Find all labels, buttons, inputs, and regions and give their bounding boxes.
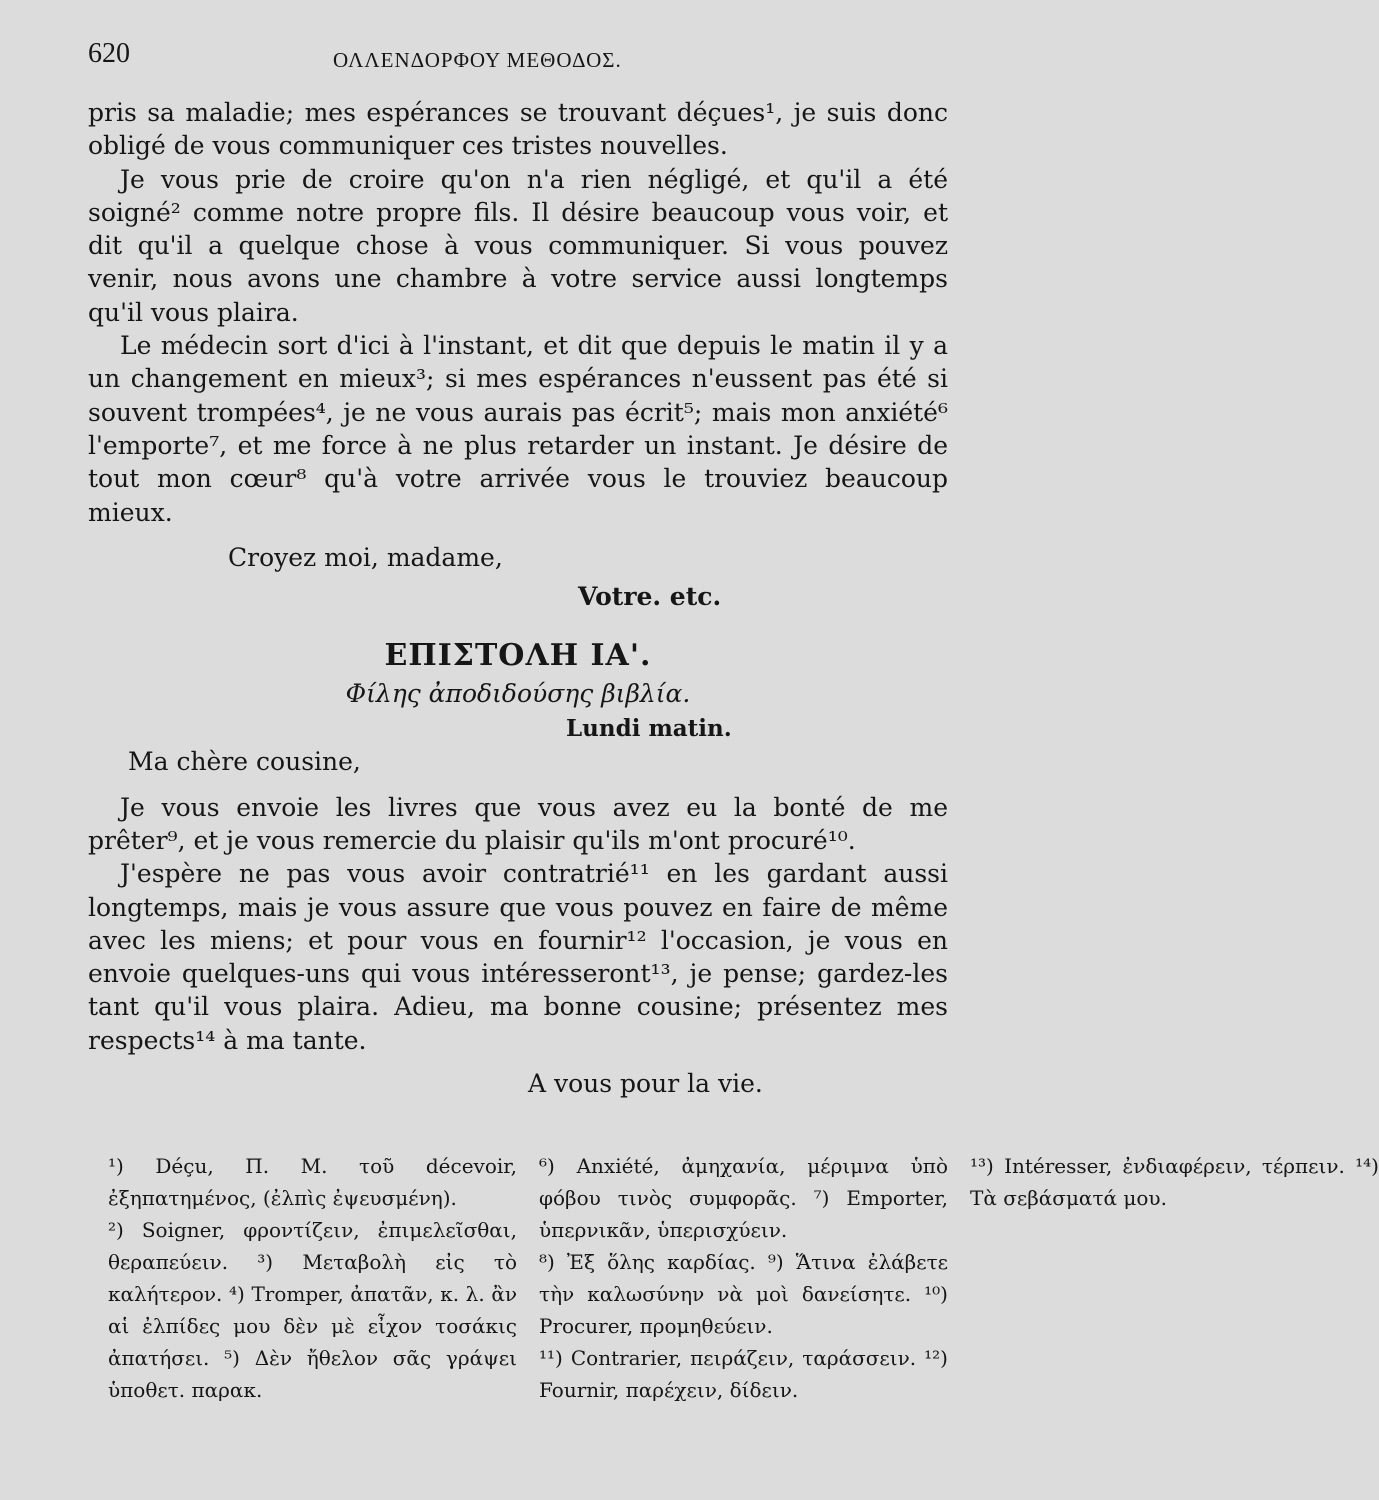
page-header: [88, 38, 948, 82]
running-title: ΟΛΛΕΝΔΟΡΦΟΥ ΜΕΘΟΔΟΣ.: [333, 48, 622, 72]
paragraph: J'espère ne pas vous avoir contratrié¹¹ en les gardant aussi longtemps, mais je vous assure que vous pouvez en faire de même avec les miens; et pour vous en fournir¹² l'occasion, je vous en envoie quelques-uns qui vous intéresseront¹³, je pense; gardez-les tant qu'il vous plaira. Adieu, ma bonne cousine; présentez mes respects¹⁴ à ma tante.: [88, 859, 948, 1055]
footnote: ¹) Déçu, Π. Μ. τοῦ décevoir, ἐξηπατημένος, (ἐλπὶς ἐψευσμένη).: [108, 1154, 517, 1210]
footnote: ⁸) Ἐξ ὅλης καρδίας. ⁹) Ἅτινα ἐλάβετε τὴν καλωσύνην νὰ μοὶ δανείσητε. ¹⁰) Procurer, προμηθεύειν.: [539, 1250, 948, 1338]
paragraph: Je vous prie de croire qu'on n'a rien négligé, et qu'il a été soigné² comme notre propre fils. Il désire beaucoup vous voir, et dit qu'il a quelque chose à vous communiquer. Si vous pouvez venir, nous avons une chambre à votre service aussi longtemps qu'il vous plaira.: [88, 164, 948, 327]
footnote: ⁶) Anxiété, ἀμηχανία, μέριμνα ὑπὸ φόβου τινὸς συμφορᾶς. ⁷) Emporter, ὑπερνικᾶν, ὑπερισχύειν.: [539, 1154, 948, 1242]
letter-subtitle: Φίλης ἀποδιδούσης βιβλία.: [345, 678, 691, 708]
salutation: Ma chère cousine,: [128, 747, 361, 777]
sign-off: A vous pour la vie.: [528, 1069, 763, 1099]
signature: Votre. etc.: [578, 582, 722, 612]
main-text: [88, 96, 948, 1100]
paragraph: Je vous envoie les livres que vous avez eu la bonté de me prêter⁹, et je vous remercie du plaisir qu'ils m'ont procuré¹⁰.: [88, 792, 948, 855]
page-number: 620: [88, 38, 130, 69]
letter-date: Lundi matin.: [566, 715, 732, 743]
paragraph: Le médecin sort d'ici à l'instant, et dit que depuis le matin il y a un changement en mieux³; si mes espérances n'eussent pas été si souvent trompées⁴, je ne vous aurais pas écrit⁵; mais mon anxiété⁶ l'emporte⁷, et me force à ne plus retarder un instant. Je désire de tout mon cœur⁸ qu'à votre arrivée vous le trouviez beaucoup mieux.: [88, 331, 948, 527]
letter-title: ΕΠΙΣΤΟΛΗ ΙΑ'.: [384, 638, 652, 674]
footnotes: [108, 1150, 1379, 1450]
footnote: ¹³) Intéresser, ἐνδιαφέρειν, τέρπειν. ¹⁴) Τὰ σεβάσματά μου.: [970, 1154, 1379, 1210]
closing-line: Croyez moi, madame,: [228, 542, 503, 572]
footnote: ¹¹) Contrarier, πειράζειν, ταράσσειν. ¹²) Fournir, παρέχειν, δίδειν.: [539, 1346, 948, 1402]
footnote: ²) Soigner, φροντίζειν, ἐπιμελεῖσθαι, θεραπεύειν. ³) Μεταβολὴ εἰς τὸ καλήτερον. ⁴) Tromper, ἀπατᾶν, κ. λ. ἂν αἱ ἐλπίδες μου δὲν μὲ εἶχον τοσάκις ἀπατήσει. ⁵) Δὲν ἤθελον σᾶς γράψει ὑποθετ. παρακ.: [108, 1218, 517, 1402]
paragraph: pris sa maladie; mes espérances se trouvant déçues¹, je suis donc obligé de vous communiquer ces tristes nouvelles.: [88, 98, 948, 161]
